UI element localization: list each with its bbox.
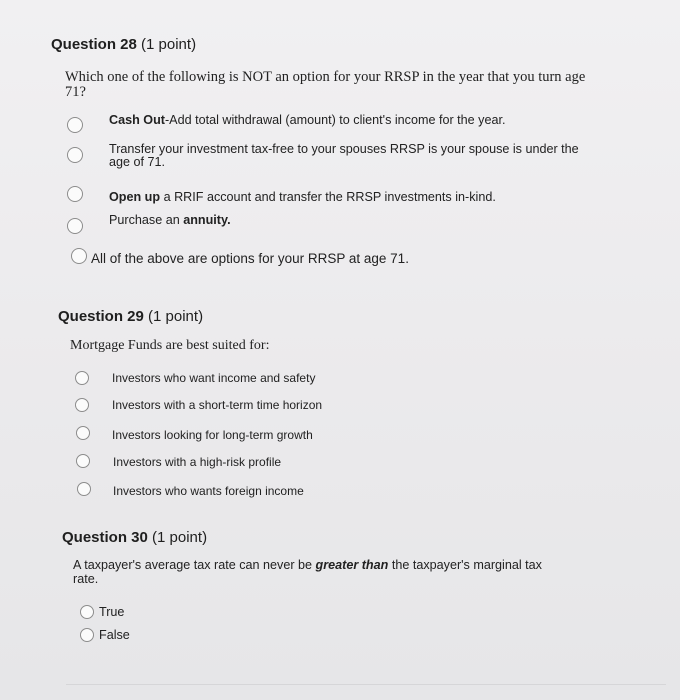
- option-line-2: age of 71.: [109, 155, 166, 169]
- option-rest: annuity.: [183, 213, 231, 227]
- q28-option-3-radio[interactable]: [67, 186, 83, 202]
- stem-part-c: the taxpayer's marginal tax: [388, 558, 542, 572]
- q29-option-2-label: Investors with a short-term time horizon: [112, 398, 323, 412]
- option-lead: Cash Out: [109, 113, 165, 127]
- stem-line-1: [73, 558, 633, 572]
- question-28-stem: [65, 70, 625, 100]
- q28-option-2-label: [109, 143, 609, 169]
- q28-option-4-radio[interactable]: [67, 218, 83, 234]
- option-line-1: Transfer your investment tax-free to your spouses RRSP is your spouse is under the: [109, 142, 579, 156]
- question-number: Question 29: [58, 308, 144, 325]
- q29-option-4-label: Investors with a high-risk profile: [113, 455, 282, 469]
- question-30-stem: [73, 558, 633, 586]
- q29-option-3-label: Investors looking for long-term growth: [112, 428, 313, 442]
- question-28-title: [51, 36, 196, 53]
- question-number: Question 28: [51, 36, 137, 53]
- q28-option-5-radio[interactable]: [71, 248, 87, 264]
- question-30-title: [62, 529, 207, 546]
- q30-option-true-radio[interactable]: [80, 605, 94, 619]
- q29-option-5-radio[interactable]: [77, 482, 91, 496]
- q29-option-5-label: Investors who wants foreign income: [113, 484, 304, 498]
- q28-option-4-label: [109, 214, 231, 227]
- q28-option-3-label: [109, 191, 496, 204]
- question-points: (1 point): [148, 308, 204, 325]
- option-rest: -Add total withdrawal (amount) to client's income for the year.: [164, 113, 506, 127]
- stem-line-1: Which one of the following is NOT an option for your RRSP in the year that you turn age: [65, 69, 586, 85]
- q29-option-1-label: Investors who want income and safety: [112, 371, 316, 385]
- q29-option-1-radio[interactable]: [75, 371, 89, 385]
- question-29-title: [58, 308, 203, 325]
- q28-option-2-radio[interactable]: [67, 147, 83, 163]
- question-points: (1 point): [141, 36, 197, 53]
- q30-option-true-label: True: [99, 605, 125, 619]
- stem-line-2: 71?: [65, 84, 86, 100]
- question-points: (1 point): [152, 529, 208, 546]
- stem-emphasis: greater than: [315, 558, 389, 572]
- q28-option-1-label: [109, 114, 505, 127]
- question-number: Question 30: [62, 529, 148, 546]
- q28-option-1-radio[interactable]: [67, 117, 83, 133]
- q29-option-3-radio[interactable]: [76, 426, 90, 440]
- option-lead: Open up: [109, 190, 161, 204]
- option-rest: a RRIF account and transfer the RRSP investments in-kind.: [160, 190, 496, 204]
- stem-part-a: A taxpayer's average tax rate can never be: [73, 558, 316, 572]
- q30-option-false-radio[interactable]: [80, 628, 94, 642]
- q28-option-5-label: All of the above are options for your RRSP at age 71.: [91, 251, 409, 266]
- stem-line-2: rate.: [73, 572, 99, 586]
- option-lead: Purchase an: [109, 213, 184, 227]
- q29-option-4-radio[interactable]: [76, 454, 90, 468]
- q30-option-false-label: False: [99, 628, 130, 642]
- page-divider: [66, 684, 666, 685]
- question-29-stem: Mortgage Funds are best suited for:: [70, 338, 270, 353]
- q29-option-2-radio[interactable]: [75, 398, 89, 412]
